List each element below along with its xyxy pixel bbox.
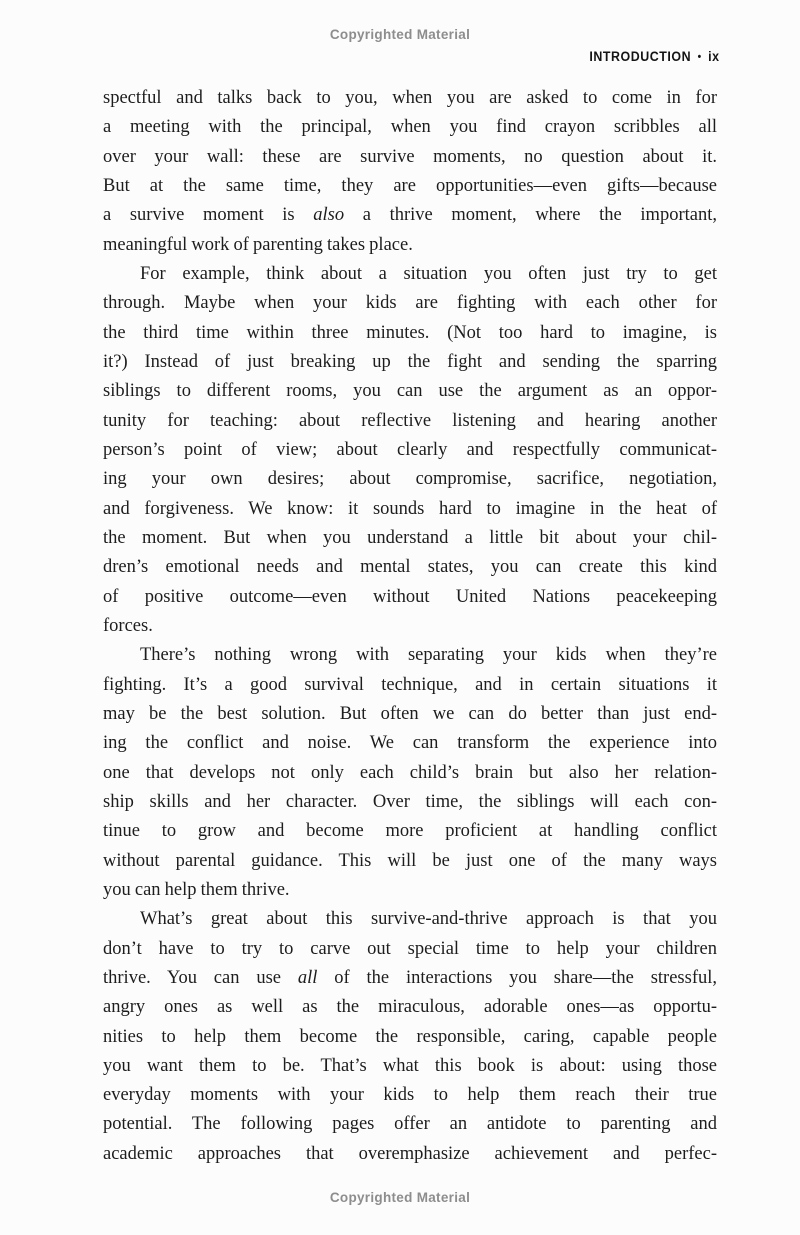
body-text-segment: siblings to different rooms, you can use the argument as an oppor-	[103, 381, 717, 402]
body-line	[103, 759, 717, 788]
body-text-segment: ing your own desires; about compromise, sacrifice, negotiation,	[103, 469, 717, 490]
body-line	[103, 1140, 717, 1169]
body-line	[103, 788, 717, 817]
body-text-segment: of positive outcome—even without United Nations peacekeeping	[103, 586, 717, 607]
body-line	[103, 700, 717, 729]
body-text-italic: also	[313, 205, 345, 226]
body-text-segment: you want them to be. That’s what this book is about: using those	[103, 1055, 717, 1076]
body-text-segment: a thrive moment, where the important,	[344, 205, 717, 226]
body-text-segment: the moment. But when you understand a little bit about your chil-	[103, 527, 717, 548]
body-line	[103, 524, 717, 553]
body-line	[103, 905, 717, 934]
body-text-segment: may be the best solution. But often we can do better than just end-	[103, 703, 717, 724]
running-header-section: INTRODUCTION	[589, 49, 692, 64]
body-text-segment: through. Maybe when your kids are fighting with each other for	[103, 293, 717, 314]
body-line	[103, 143, 717, 172]
body-text-segment: But at the same time, they are opportunities—even gifts—because	[103, 175, 717, 196]
body-text-segment: the third time within three minutes. (Not too hard to imagine, is	[103, 322, 717, 343]
body-line	[103, 289, 717, 318]
body-line	[103, 348, 717, 377]
body-line	[103, 1023, 717, 1052]
body-line	[103, 964, 717, 993]
body-text-segment: person’s point of view; about clearly and respectfully communicat-	[103, 439, 717, 460]
body-line	[103, 113, 717, 142]
body-line	[103, 260, 717, 289]
body-text-segment: a survive moment is	[103, 205, 314, 226]
copyright-notice-bottom: Copyrighted Material	[329, 1190, 471, 1205]
body-line	[103, 612, 717, 641]
body-text-segment: without parental guidance. This will be just one of the many ways	[103, 850, 717, 871]
body-line	[103, 231, 717, 260]
body-line	[103, 84, 717, 113]
body-text-segment: it?) Instead of just breaking up the fight and sending the sparring	[103, 351, 717, 372]
body-text	[103, 84, 717, 1169]
body-text-segment: spectful and talks back to you, when you are asked to come in for	[103, 88, 717, 108]
body-text-segment: dren’s emotional needs and mental states, you can create this kind	[103, 557, 717, 578]
body-line	[103, 641, 717, 670]
body-text-segment: nities to help them become the responsible, caring, capable people	[103, 1026, 717, 1047]
body-line	[103, 729, 717, 758]
body-text-segment: There’s nothing wrong with separating your kids when they’re	[140, 645, 717, 666]
body-line	[103, 671, 717, 700]
body-text-segment: academic approaches that overemphasize achievement and perfec-	[103, 1143, 717, 1164]
body-text-segment: one that develops not only each child’s brain but also her relation-	[103, 762, 717, 783]
body-line	[103, 935, 717, 964]
body-line	[103, 407, 717, 436]
page-number: ix	[708, 49, 720, 64]
body-text-segment: everyday moments with your kids to help them reach their true	[103, 1085, 717, 1106]
body-text-segment: of the interactions you share—the stressful,	[317, 967, 718, 988]
body-text-segment: forces.	[103, 615, 153, 636]
body-line	[103, 319, 717, 348]
body-text-segment: a meeting with the principal, when you find crayon scribbles all	[103, 117, 717, 138]
body-line	[103, 436, 717, 465]
body-text-segment: ship skills and her character. Over time, the siblings will each con-	[103, 791, 717, 812]
copyright-notice-top: Copyrighted Material	[329, 27, 471, 42]
body-text-segment: tunity for teaching: about reflective listening and hearing another	[103, 410, 717, 431]
body-line	[103, 1052, 717, 1081]
body-line	[103, 172, 717, 201]
body-text-segment: fighting. It’s a good survival technique, and in certain situations it	[103, 674, 717, 695]
body-text-segment: meaningful work of parenting takes place.	[103, 234, 413, 255]
body-line	[103, 377, 717, 406]
header-bullet-icon: •	[697, 51, 703, 63]
body-line	[103, 553, 717, 582]
running-header	[578, 49, 720, 64]
body-text-segment: What’s great about this survive-and-thrive approach is that you	[140, 909, 717, 930]
body-text-segment: angry ones as well as the miraculous, adorable ones—as opportu-	[103, 997, 717, 1018]
body-line	[103, 847, 717, 876]
body-text-segment: you can help them thrive.	[103, 879, 290, 900]
body-text-segment: and forgiveness. We know: it sounds hard to imagine in the heat of	[103, 498, 717, 519]
body-text-segment: tinue to grow and become more proficient at handling conflict	[103, 821, 717, 842]
body-line	[103, 1081, 717, 1110]
body-text-segment: potential. The following pages offer an antidote to parenting and	[103, 1114, 717, 1135]
body-line	[103, 201, 717, 230]
body-line	[103, 817, 717, 846]
body-text-segment: thrive. You can use	[103, 967, 298, 988]
body-line	[103, 495, 717, 524]
body-text-segment: don’t have to try to carve out special time to help your children	[103, 938, 717, 959]
body-text-italic: all	[297, 967, 318, 988]
body-text-segment: over your wall: these are survive moments, no question about it.	[103, 146, 717, 167]
running-header-inner	[590, 49, 720, 64]
body-line	[103, 583, 717, 612]
body-line	[103, 1110, 717, 1139]
body-text-segment: ing the conflict and noise. We can transform the experience into	[103, 733, 717, 754]
body-line	[103, 993, 717, 1022]
body-line	[103, 876, 717, 905]
body-text-segment: For example, think about a situation you often just try to get	[140, 263, 717, 284]
body-line	[103, 465, 717, 494]
